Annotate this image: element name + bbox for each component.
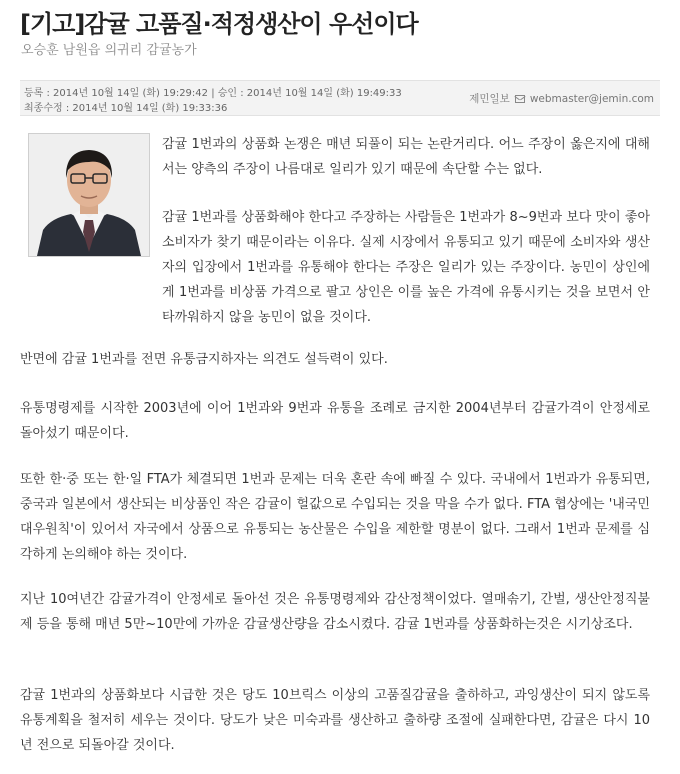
paragraph-6: 지난 10여년간 감귤가격이 안정세로 돌아선 것은 유통명령제와 감산정책이었다. 열매솎기, 간벌, 생산안정직불제 등을 통해 매년 5만~10만에 가까운 감귤생산량을 감소시켰다. 감귤 1번과를 상품화하는것은 시기상조다. (20, 592, 650, 632)
article-meta (20, 80, 660, 116)
paragraph-3: 반면에 감귤 1번과를 전면 유통금지하자는 의견도 설득력이 있다. (20, 352, 388, 367)
author-portrait-icon (29, 134, 149, 256)
paragraph-2: 감귤 1번과를 상품화해야 한다고 주장하는 사람들은 1번과가 8~9번과 보다 맛이 좋아 소비자가 찾기 때문이라는 이유다. 실제 시장에서 유통되고 있기 때문에 소비자와 생산자의 입장에서 1번과를 유통해야 한다는 주장은 일리가 있는 주장이다. 농민이 상인에게 1번과를 비상품 가격으로 팔고 상인은 이를 높은 가격에 유통시키는 것을 보면서 안타까워하지 않을 농민이 없을 것이다. (162, 210, 650, 325)
author-photo (28, 133, 150, 257)
article-title: [기고]감귤 고품질·적정생산이 우선이다 (20, 10, 418, 38)
paragraph-1: 감귤 1번과의 상품화 논쟁은 매년 되풀이 되는 논란거리다. 어느 주장이 옳은지에 대해서는 양측의 주장이 나름대로 일리가 있기 때문에 속단할 수는 없다. (162, 137, 650, 177)
paragraph-4: 유통명령제를 시작한 2003년에 이어 1번과와 9번과 유통을 조례로 금지한 2004년부터 감귤가격이 안정세로 돌아섰기 때문이다. (20, 401, 650, 441)
paragraph-5: 또한 한·중 또는 한·일 FTA가 체결되면 1번과 문제는 더욱 혼란 속에 빠질 수 있다. 국내에서 1번과가 유통되면, 중국과 일본에서 생산되는 비상품인 작은 감귤이 헐값으로 수입되는 것을 막을 수가 없다. FTA 협상에는 '내국민 대우원칙'이 있어서 자국에서 상품으로 유통되는 농산물은 수입을 제한할 명분이 없다. 그래서 1번과 문제를 심각하게 논의해야 하는 것이다. (20, 472, 650, 562)
registered-date: 등록 : 2014년 10월 14일 (화) 19:29:42 | 승인 : 2014년 10월 14일 (화) 19:49:33 (24, 88, 402, 99)
publisher-email[interactable]: webmaster@jemin.com (529, 92, 654, 105)
paragraph-7: 감귤 1번과의 상품화보다 시급한 것은 당도 10브릭스 이상의 고품질감귤을 출하하고, 과잉생산이 되지 않도록 유통계획을 철저히 세우는 것이다. 당도가 낮은 미숙과를 생산하고 출하량 조절에 실패한다면, 감귤은 다시 10년 전으로 되돌아갈 것이다. (20, 688, 650, 753)
publisher-name: 제민일보 (469, 93, 510, 105)
publisher-info (469, 91, 654, 106)
mail-icon[interactable] (515, 95, 525, 103)
modified-date: 최종수정 : 2014년 10월 14일 (화) 19:33:36 (24, 103, 228, 114)
author-line: 오승훈 남원읍 의귀리 감귤농가 (21, 43, 197, 58)
